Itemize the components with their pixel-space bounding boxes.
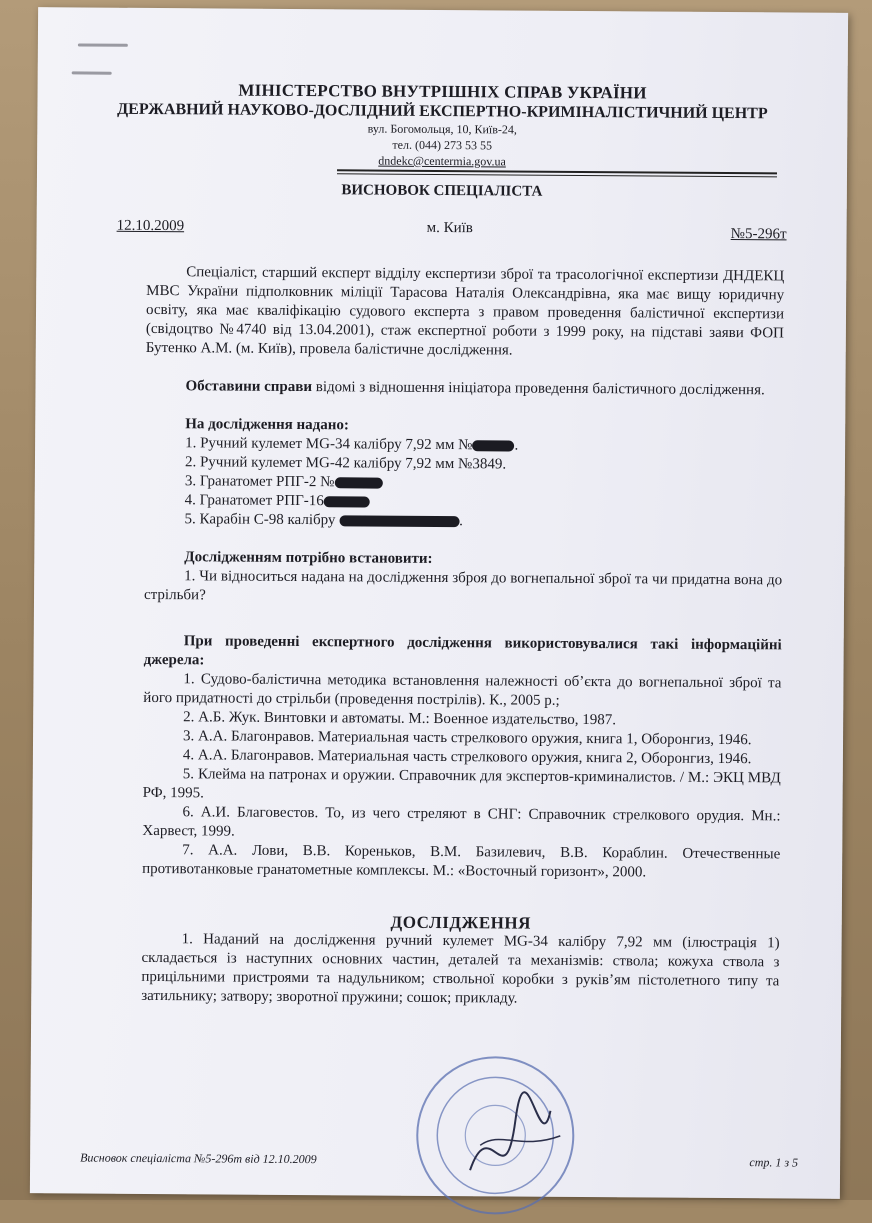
questions-heading: Дослідженням потрібно встановити:	[184, 549, 433, 567]
document-date: 12.10.2009	[116, 217, 185, 235]
submitted-item: 5. Карабін С-98 калібру .	[184, 511, 464, 530]
official-stamp	[410, 1050, 581, 1221]
center-name: ДЕРЖАВНИЙ НАУКОВО-ДОСЛІДНИЙ ЕКСПЕРТНО-КРИМІНАЛІСТИЧНИЙ ЦЕНТР	[117, 100, 768, 123]
address: вул. Богомольця, 10, Київ-24,	[367, 121, 517, 137]
document-body	[141, 263, 784, 1010]
source-item: 1. Судово-балістична методика встановлення належності об’єкта до вогнепальної зброї та його придатності до стрільби (проведення пострілів). К., 2005 р.;	[143, 671, 782, 709]
document-page	[30, 7, 848, 1199]
source-item: 3. А.А. Благонравов. Материальная часть стрелкового оружия, книга 1, Оборонгиз, 1946.	[183, 728, 752, 749]
source-item: 2. А.Б. Жук. Винтовки и автоматы. М.: Военное издательство, 1987.	[183, 709, 617, 729]
punch-mark-top	[78, 43, 128, 46]
letterhead	[37, 79, 848, 172]
redaction-mark	[339, 515, 459, 527]
sources-heading: При проведенні експертного дослідження використовувалися такі інформаційні джерела:	[143, 633, 782, 669]
question-item: 1. Чи відноситься надана на дослідження зброя до вогнепальної зброї та чи придатна вона до стрільби?	[143, 568, 783, 604]
document-title: ВИСНОВОК СПЕЦІАЛІСТА	[341, 182, 543, 200]
circumstances-text: відомі з відношення ініціатора проведення балістичного дослідження.	[311, 379, 765, 399]
footer-reference: Висновок спеціаліста №5-296т від 12.10.2009	[80, 1150, 317, 1167]
research-paragraph: 1. Наданий на дослідження ручний кулемет MG-34 калібру 7,92 мм (ілюстрація 1) складається із наступних основних частин, деталей та механізмів: ствола; кожуха ствола з прицільними пристроями та надульником; ствольної коробки з руків’ям пістолетного типу та затильнику; затвору; зворотної пружини; сошок; прикладу.	[141, 931, 780, 1007]
redaction-mark	[334, 477, 382, 488]
phone: тел. (044) 273 53 55	[392, 137, 493, 153]
submitted-item: 3. Гранатомет РПГ-2 №	[145, 472, 783, 495]
submitted-item: 2. Ручний кулемет MG-42 калібру 7,92 мм №3849.	[184, 454, 507, 473]
source-item: 6. А.И. Благовестов. То, из чего стреляют в СНГ: Справочник стрелкового орудия. Мн.: Харвест, 1999.	[142, 804, 781, 840]
email: dndekc@centermia.gov.ua	[378, 153, 506, 169]
source-item: 4. А.А. Благонравов. Материальная часть стрелкового оружия, книга 2, Оборонгиз, 1946.	[182, 747, 752, 768]
punch-mark-bottom	[72, 71, 112, 74]
ministry-name: МІНІСТЕРСТВО ВНУТРІШНІХ СПРАВ УКРАЇНИ	[238, 80, 647, 103]
document-city: м. Київ	[426, 219, 473, 237]
redaction-mark	[472, 440, 514, 451]
submitted-item: 1. Ручний кулемет MG-34 калібру 7,92 мм № .	[185, 435, 519, 454]
page-number: стр. 1 з 5	[749, 1155, 799, 1170]
document-meta	[117, 218, 787, 245]
intro-paragraph: Спеціаліст, старший експерт відділу експертизи зброї та трасологічної експертизи ДНДЕКЦ МВС України підполковник міліції Тарасова Наталія Олександрівна, яка має вищу юридичну освіту, яка має кваліфікацію судового експерта з правом проведення балістичної експертизи (свідоцтво №4740 від 13.04.2001), стаж експертної роботи з 1999 року, на підставі заяви ФОП Бутенко А.М. (м. Київ), провела балістичне дослідження.	[145, 264, 785, 359]
redaction-mark	[324, 496, 370, 507]
source-item: 5. Клейма на патронах и оружии. Справочник для экспертов-криминалистов. / М.: ЭКЦ МВД РФ, 1995.	[142, 766, 781, 802]
circumstances-label: Обставини справи	[185, 378, 313, 396]
submitted-heading: На дослідження надано:	[185, 416, 349, 434]
source-item: 7. А.А. Лови, В.В. Кореньков, В.М. Базилевич, В.В. Кораблин. Отечественные противотанковые гранатометные комплексы. М.: «Восточный горизонт», 2000.	[142, 842, 781, 881]
submitted-item: 4. Гранатомет РПГ-16	[145, 491, 783, 514]
research-heading: ДОСЛІДЖЕННЯ	[390, 912, 532, 933]
document-number: №5-296т	[730, 226, 787, 243]
